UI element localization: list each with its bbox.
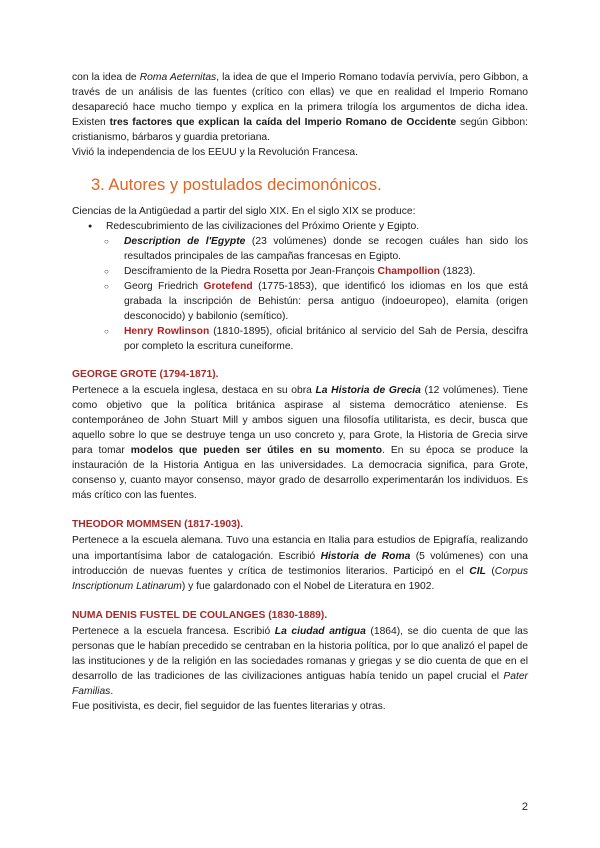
list-item: ○ Georg Friedrich Grotefend (1775-1853), que identificó los idiomas en los que está grabada la inscripción de Behistún: persa antiguo (indoeuropeo), elamita (origen desconocido) y babilonio (semítico). [102,279,528,324]
list-item: ○ Henry Rowlinson (1810-1895), oficial británico al servicio del Sah de Persia, descifra por completo la escritura cuneiforme. [102,324,528,354]
list-item: ○ Desciframiento de la Piedra Rosetta por Jean-François Champollion (1823). [102,264,528,279]
intro-paragraph-2: Vivió la independencia de los EEUU y la Revolución Francesa. [72,147,358,159]
section-heading: 3. Autores y postulados decimonónicos. [91,175,382,194]
author-heading-coulanges: NUMA DENIS FUSTEL DE COULANGES (1830-1889). [72,609,328,621]
author-heading-grote: GEORGE GROTE (1794-1871). [72,368,219,380]
list-item: ● Redescubrimiento de las civilizaciones del Próximo Oriente y Egipto. [86,219,528,234]
bullet-list [86,219,528,234]
page-content [72,70,528,714]
sub-list [102,234,528,355]
list-item: ○ Description de l'Egypte (23 volúmenes) donde se recogen cuáles han sido los resultados principales de las campañas francesas en Egipto. [102,234,528,264]
coulanges-paragraph-2: Fue positivista, es decir, fiel seguidor de las fuentes literarias y otras. [72,701,386,713]
intro-paragraph: con la idea de Roma Aeternitas, la idea de que el Imperio Romano todavía pervivía, pero Gibbon, a través de un análisis de las fuentes (crítico con ellas) ve que en realidad el Imperio Romano desapareció hace mucho tiempo y explica en la primera trilogía los argumentos de dicha idea. Existen tres factores que explican la caída del Imperio Romano de Occidente según Gibbon: cristianismo, bárbaros y guardia pretoriana. [72,72,529,144]
section-lead: Ciencias de la Antigüedad a partir del siglo XIX. En el siglo XIX se produce: [72,205,416,217]
coulanges-paragraph: Pertenece a la escuela francesa. Escribió La ciudad antigua (1864), se dio cuenta de que las personas que le habían precedido se centraban en la historia política, por lo que analizó el papel de las instituciones y de la religión en las sociedades romanas y griegas y se dio cuenta de que en el desarrollo de las tradiciones de las civilizaciones antiguas había tenido un papel crucial el Pater Familias. [72,625,528,698]
page-number: 2 [521,801,528,813]
mommsen-paragraph: Pertenece a la escuela alemana. Tuvo una estancia en Italia para estudios de Epigrafía, realizando una importantísima labor de catalogación. Escribió Historia de Roma (5 volúmenes) con una introducción de nuevas fuentes y crítica de testimonios literarios. Participó en el CIL (Corpus Inscriptionum Latinarum) y fue galardonado con el Nobel de Literatura en 1902. [72,535,528,592]
author-heading-mommsen: THEODOR MOMMSEN (1817-1903). [72,519,244,531]
grote-paragraph: Pertenece a la escuela inglesa, destaca en su obra La Historia de Grecia (12 volúmenes). Tiene como objetivo que la política británica aspirase al sistema democrático ateniense. Es contemporáneo de John Stuart Mill y ambos siguen una filosofía utilitarista, es decir, busca que aquello sobre lo que se destruye tenga un uso concreto y, para Grote, la Historia de Grecia sirve para tomar modelos que pueden ser útiles en su momento. En su época se produce la instauración de la Historia Antigua en las universidades. La democracia significa, para Grote, consenso y, cuanto mayor consenso, mayor grado de desarrollo experimentarán los individuos. Es más crítico con las fuentes. [72,384,528,502]
